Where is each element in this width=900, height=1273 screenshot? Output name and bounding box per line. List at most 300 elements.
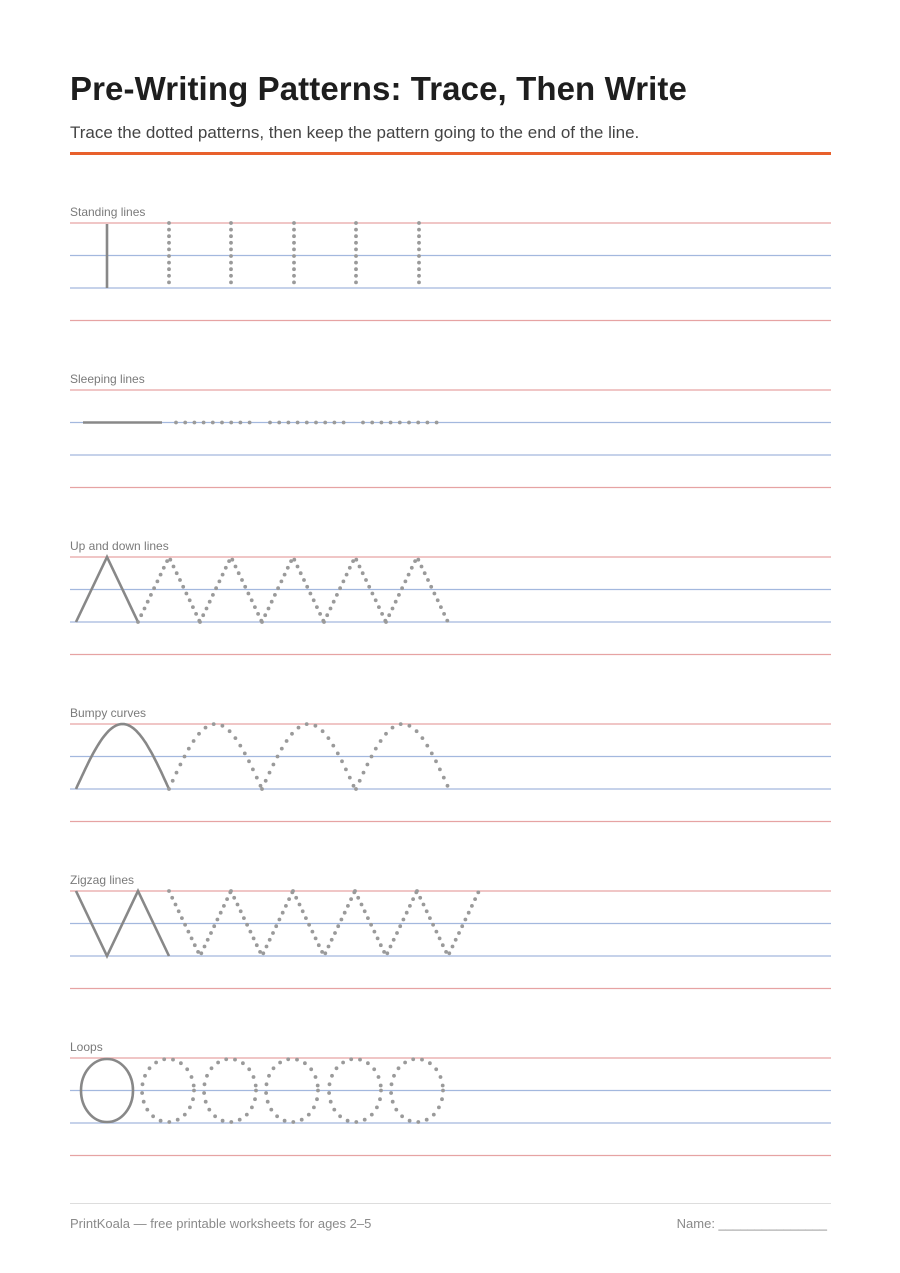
- trace-dot: [374, 598, 378, 602]
- trace-dot: [389, 945, 393, 949]
- trace-dot: [417, 281, 421, 285]
- trace-dot: [303, 1061, 307, 1065]
- trace-dot: [329, 607, 333, 611]
- trace-dot: [301, 909, 305, 913]
- trace-dot: [190, 1075, 194, 1079]
- trace-dot: [171, 779, 175, 783]
- trace-dot: [392, 938, 396, 942]
- trace-dot: [372, 1067, 376, 1071]
- trace-dot: [410, 566, 414, 570]
- trace-dot: [344, 768, 348, 772]
- trace-dot: [394, 600, 398, 604]
- trace-dot: [402, 918, 406, 922]
- trace-dot: [400, 1114, 404, 1118]
- trace-dot: [387, 613, 391, 617]
- trace-dot: [283, 573, 287, 577]
- trace-dot: [236, 903, 240, 907]
- accent-rule: [70, 152, 831, 155]
- dotted-sleeping-line: [361, 421, 438, 425]
- trace-dot: [224, 566, 228, 570]
- trace-dot: [159, 573, 163, 577]
- trace-dot: [201, 613, 205, 617]
- trace-dot: [361, 571, 365, 575]
- trace-dot: [219, 911, 223, 915]
- page-subtitle: Trace the dotted patterns, then keep the pattern going to the end of the line.: [70, 123, 640, 142]
- trace-dot: [370, 1113, 374, 1117]
- trace-dot: [204, 726, 208, 730]
- trace-dot: [214, 586, 218, 590]
- trace-dot: [207, 1108, 211, 1112]
- trace-dot: [255, 776, 259, 780]
- trace-dot: [312, 1106, 316, 1110]
- trace-dot: [167, 241, 171, 245]
- trace-dot: [425, 909, 429, 913]
- trace-dot: [473, 897, 477, 901]
- trace-dot: [305, 421, 309, 425]
- trace-dot: [298, 903, 302, 907]
- trace-dot: [271, 931, 275, 935]
- trace-dot: [341, 1061, 345, 1065]
- trace-dot: [373, 930, 377, 934]
- trace-dot: [440, 1097, 444, 1101]
- trace-dot: [252, 937, 256, 941]
- trace-dot: [276, 755, 280, 759]
- trace-dot: [292, 234, 296, 238]
- trace-dot: [408, 904, 412, 908]
- trace-dot: [363, 1118, 367, 1122]
- trace-dot: [268, 421, 272, 425]
- trace-dot: [143, 607, 147, 611]
- trace-dot: [379, 943, 383, 947]
- writing-lines[interactable]: [70, 223, 831, 323]
- trace-dot: [151, 1114, 155, 1118]
- trace-dot: [460, 924, 464, 928]
- trace-dot: [327, 945, 331, 949]
- trace-dot: [294, 896, 298, 900]
- trace-dot: [354, 274, 358, 278]
- trace-dot: [233, 1058, 237, 1062]
- trace-dot: [433, 592, 437, 596]
- trace-dot: [187, 747, 191, 751]
- trace-dot: [342, 580, 346, 584]
- trace-dot: [280, 747, 284, 751]
- trace-dot: [188, 1106, 192, 1110]
- trace-dot: [229, 261, 233, 265]
- trace-dot: [420, 565, 424, 569]
- trace-dot: [240, 578, 244, 582]
- trace-dot: [395, 931, 399, 935]
- trace-dot: [426, 421, 430, 425]
- trace-dot: [183, 1113, 187, 1117]
- trace-dot: [363, 909, 367, 913]
- trace-dot: [167, 889, 171, 893]
- trace-dot: [265, 945, 269, 949]
- trace-dot: [224, 1057, 228, 1061]
- trace-dot: [292, 241, 296, 245]
- trace-dot: [367, 585, 371, 589]
- trace-dot: [417, 234, 421, 238]
- page-title: Pre-Writing Patterns: Trace, Then Write: [70, 70, 687, 107]
- trace-dot: [447, 951, 451, 955]
- trace-dot: [329, 1100, 333, 1104]
- trace-dot: [346, 1119, 350, 1123]
- trace-dot: [275, 1114, 279, 1118]
- trace-dot: [179, 1061, 183, 1065]
- trace-dot: [437, 1106, 441, 1110]
- trace-dot: [374, 747, 378, 751]
- trace-dot: [286, 1057, 290, 1061]
- trace-dot: [354, 281, 358, 285]
- trace-dot: [442, 776, 446, 780]
- trace-dot: [228, 729, 232, 733]
- trace-dot: [415, 889, 419, 893]
- trace-dot: [247, 592, 251, 596]
- trace-dot: [349, 1057, 353, 1061]
- trace-dot: [354, 221, 358, 225]
- trace-dot: [167, 787, 171, 791]
- trace-dot: [327, 736, 331, 740]
- trace-dot: [245, 923, 249, 927]
- writing-lines[interactable]: [70, 891, 831, 991]
- trace-dot: [292, 558, 296, 562]
- trace-dot: [167, 228, 171, 232]
- trace-dot: [354, 228, 358, 232]
- trace-dot: [205, 607, 209, 611]
- trace-dot: [190, 937, 194, 941]
- trace-dot: [454, 938, 458, 942]
- trace-dot: [353, 889, 357, 893]
- trace-dot: [420, 1058, 424, 1062]
- dotted-up-down-line: [136, 558, 201, 624]
- trace-dot: [221, 573, 225, 577]
- trace-dot: [354, 234, 358, 238]
- dotted-standing-line: [417, 221, 421, 284]
- trace-dot: [417, 248, 421, 252]
- trace-dot: [251, 768, 255, 772]
- trace-dot: [399, 722, 403, 726]
- trace-dot: [183, 421, 187, 425]
- trace-dot: [348, 776, 352, 780]
- trace-dot: [208, 600, 212, 604]
- trace-dot: [417, 254, 421, 258]
- section-label: Standing lines: [70, 205, 146, 219]
- trace-dot: [390, 1082, 394, 1086]
- trace-dot: [167, 1120, 171, 1124]
- trace-dot: [300, 1118, 304, 1122]
- trace-dot: [464, 918, 468, 922]
- trace-dot: [398, 421, 402, 425]
- trace-dot: [417, 241, 421, 245]
- trace-dot: [354, 248, 358, 252]
- trace-dot: [430, 752, 434, 756]
- trace-dot: [167, 281, 171, 285]
- trace-dot: [322, 620, 326, 624]
- trace-dot: [336, 924, 340, 928]
- trace-dot: [185, 1067, 189, 1071]
- trace-dot: [435, 421, 439, 425]
- trace-dot: [245, 1113, 249, 1117]
- trace-dot: [167, 248, 171, 252]
- dotted-up-down-line: [260, 558, 325, 624]
- trace-dot: [203, 945, 207, 949]
- trace-dot: [290, 732, 294, 736]
- dotted-zigzag-line: [291, 889, 356, 955]
- name-field[interactable]: Name: _______________: [676, 1216, 827, 1231]
- trace-dot: [358, 779, 362, 783]
- trace-dot: [229, 248, 233, 252]
- trace-dot: [384, 732, 388, 736]
- trace-dot: [417, 267, 421, 271]
- trace-dot: [442, 612, 446, 616]
- trace-dot: [194, 612, 198, 616]
- trace-dot: [183, 755, 187, 759]
- dotted-standing-line: [354, 221, 358, 284]
- trace-dot: [332, 600, 336, 604]
- trace-dot: [167, 267, 171, 271]
- dotted-sleeping-line: [174, 421, 251, 425]
- trace-dot: [375, 1106, 379, 1110]
- trace-dot: [391, 607, 395, 611]
- trace-dot: [379, 739, 383, 743]
- trace-dot: [309, 1067, 313, 1071]
- trace-dot: [416, 421, 420, 425]
- writing-lines[interactable]: [70, 390, 831, 490]
- trace-dot: [318, 612, 322, 616]
- trace-dot: [307, 1113, 311, 1117]
- trace-dot: [267, 1074, 271, 1078]
- writing-lines[interactable]: [70, 1058, 831, 1158]
- trace-dot: [234, 565, 238, 569]
- section-label: Up and down lines: [70, 539, 169, 553]
- trace-dot: [417, 274, 421, 278]
- trace-dot: [188, 598, 192, 602]
- trace-dot: [302, 578, 306, 582]
- trace-dot: [438, 768, 442, 772]
- trace-dot: [229, 234, 233, 238]
- trace-dot: [268, 938, 272, 942]
- trace-dot: [203, 1082, 207, 1086]
- trace-dot: [352, 784, 356, 788]
- trace-dot: [407, 573, 411, 577]
- trace-dot: [292, 228, 296, 232]
- trace-dot: [229, 274, 233, 278]
- trace-dot: [354, 254, 358, 258]
- trace-dot: [148, 1066, 152, 1070]
- trace-dot: [280, 580, 284, 584]
- trace-dot: [361, 421, 365, 425]
- trace-dot: [328, 1082, 332, 1086]
- trace-dot: [243, 585, 247, 589]
- trace-dot: [336, 752, 340, 756]
- trace-dot: [446, 784, 450, 788]
- writing-lines[interactable]: [70, 724, 831, 824]
- trace-dot: [220, 421, 224, 425]
- trace-dot: [330, 1074, 334, 1078]
- trace-dot: [330, 938, 334, 942]
- trace-dot: [266, 1100, 270, 1104]
- trace-dot: [297, 726, 301, 730]
- trace-dot: [171, 1058, 175, 1062]
- section-label: Sleeping lines: [70, 372, 145, 386]
- trace-dot: [333, 421, 337, 425]
- trace-dot: [260, 787, 264, 791]
- trace-dot: [162, 566, 166, 570]
- trace-dot: [305, 585, 309, 589]
- trace-dot: [376, 937, 380, 941]
- dotted-zigzag-line: [167, 889, 232, 955]
- trace-dot: [211, 593, 215, 597]
- dotted-zigzag-line: [229, 889, 294, 955]
- trace-dot: [311, 930, 315, 934]
- trace-dot: [218, 580, 222, 584]
- trace-dot: [179, 763, 183, 767]
- trace-dot: [167, 261, 171, 265]
- trace-dot: [338, 1114, 342, 1118]
- trace-dot: [238, 1118, 242, 1122]
- trace-dot: [345, 573, 349, 577]
- trace-dot: [285, 739, 289, 743]
- trace-dot: [389, 421, 393, 425]
- trace-dot: [225, 897, 229, 901]
- trace-dot: [327, 1091, 331, 1095]
- trace-dot: [338, 586, 342, 590]
- trace-dot: [332, 1108, 336, 1112]
- trace-dot: [254, 1084, 258, 1088]
- trace-dot: [348, 566, 352, 570]
- trace-dot: [354, 558, 358, 562]
- trace-dot: [349, 897, 353, 901]
- trace-dot: [232, 896, 236, 900]
- trace-dot: [281, 911, 285, 915]
- trace-dot: [439, 605, 443, 609]
- trace-dot: [192, 739, 196, 743]
- trace-dot: [206, 938, 210, 942]
- trace-dot: [470, 904, 474, 908]
- trace-dot: [146, 600, 150, 604]
- trace-dot: [403, 1061, 407, 1065]
- trace-dot: [436, 598, 440, 602]
- trace-dot: [360, 903, 364, 907]
- trace-dot: [242, 916, 246, 920]
- trace-dot: [422, 903, 426, 907]
- trace-dot: [354, 787, 358, 791]
- trace-dot: [389, 1091, 393, 1095]
- trace-dot: [333, 931, 337, 935]
- trace-dot: [411, 1057, 415, 1061]
- trace-dot: [292, 274, 296, 278]
- trace-dot: [354, 267, 358, 271]
- trace-dot: [315, 605, 319, 609]
- trace-dot: [392, 1074, 396, 1078]
- trace-dot: [358, 1058, 362, 1062]
- trace-dot: [260, 620, 264, 624]
- trace-dot: [212, 722, 216, 726]
- trace-dot: [391, 726, 395, 730]
- dotted-standing-line: [292, 221, 296, 284]
- trace-dot: [425, 1118, 429, 1122]
- trace-dot: [239, 421, 243, 425]
- trace-dot: [291, 1120, 295, 1124]
- trace-dot: [140, 1091, 144, 1095]
- trace-dot: [229, 889, 233, 893]
- trace-dot: [199, 951, 203, 955]
- trace-dot: [175, 571, 179, 575]
- trace-dot: [441, 1084, 445, 1088]
- trace-dot: [268, 771, 272, 775]
- trace-dot: [335, 1066, 339, 1070]
- trace-dot: [222, 904, 226, 908]
- trace-dot: [177, 909, 181, 913]
- trace-dot: [314, 1075, 318, 1079]
- trace-dot: [277, 421, 281, 425]
- trace-dot: [451, 945, 455, 949]
- trace-dot: [211, 421, 215, 425]
- trace-dot: [276, 586, 280, 590]
- trace-dot: [287, 897, 291, 901]
- trace-dot: [417, 221, 421, 225]
- trace-dot: [384, 620, 388, 624]
- writing-lines[interactable]: [70, 557, 831, 657]
- footer-divider: [70, 1203, 831, 1204]
- trace-dot: [198, 620, 202, 624]
- trace-dot: [234, 736, 238, 740]
- trace-dot: [432, 1113, 436, 1117]
- trace-dot: [476, 891, 480, 895]
- trace-dot: [434, 1067, 438, 1071]
- trace-dot: [178, 578, 182, 582]
- trace-dot: [283, 1119, 287, 1123]
- trace-dot: [168, 558, 172, 562]
- trace-dot: [441, 943, 445, 947]
- trace-dot: [248, 421, 252, 425]
- trace-dot: [331, 744, 335, 748]
- trace-dot: [296, 421, 300, 425]
- trace-dot: [323, 421, 327, 425]
- trace-dot: [172, 565, 176, 569]
- trace-dot: [175, 771, 179, 775]
- trace-dot: [295, 1058, 299, 1062]
- trace-dot: [445, 619, 449, 623]
- trace-dot: [366, 763, 370, 767]
- trace-dot: [378, 1097, 382, 1101]
- trace-dot: [239, 909, 243, 913]
- dotted-up-down-line: [322, 558, 387, 624]
- trace-dot: [379, 1084, 383, 1088]
- dotted-zigzag-line: [415, 889, 480, 955]
- trace-dot: [284, 904, 288, 908]
- trace-dot: [305, 722, 309, 726]
- trace-dot: [407, 421, 411, 425]
- trace-dot: [316, 1089, 320, 1093]
- trace-dot: [192, 1089, 196, 1093]
- trace-dot: [254, 1089, 258, 1093]
- trace-dot: [292, 221, 296, 225]
- trace-dot: [216, 918, 220, 922]
- trace-dot: [249, 930, 253, 934]
- trace-dot: [143, 1074, 147, 1078]
- footer-brand: PrintKoala — free printable worksheets for ages 2–5: [70, 1216, 372, 1231]
- trace-dot: [421, 736, 425, 740]
- trace-dot: [267, 607, 271, 611]
- trace-dot: [170, 896, 174, 900]
- trace-dot: [423, 571, 427, 575]
- trace-dot: [136, 620, 140, 624]
- trace-dot: [269, 1108, 273, 1112]
- trace-dot: [292, 248, 296, 252]
- trace-dot: [197, 732, 201, 736]
- trace-dot: [304, 916, 308, 920]
- trace-dot: [431, 923, 435, 927]
